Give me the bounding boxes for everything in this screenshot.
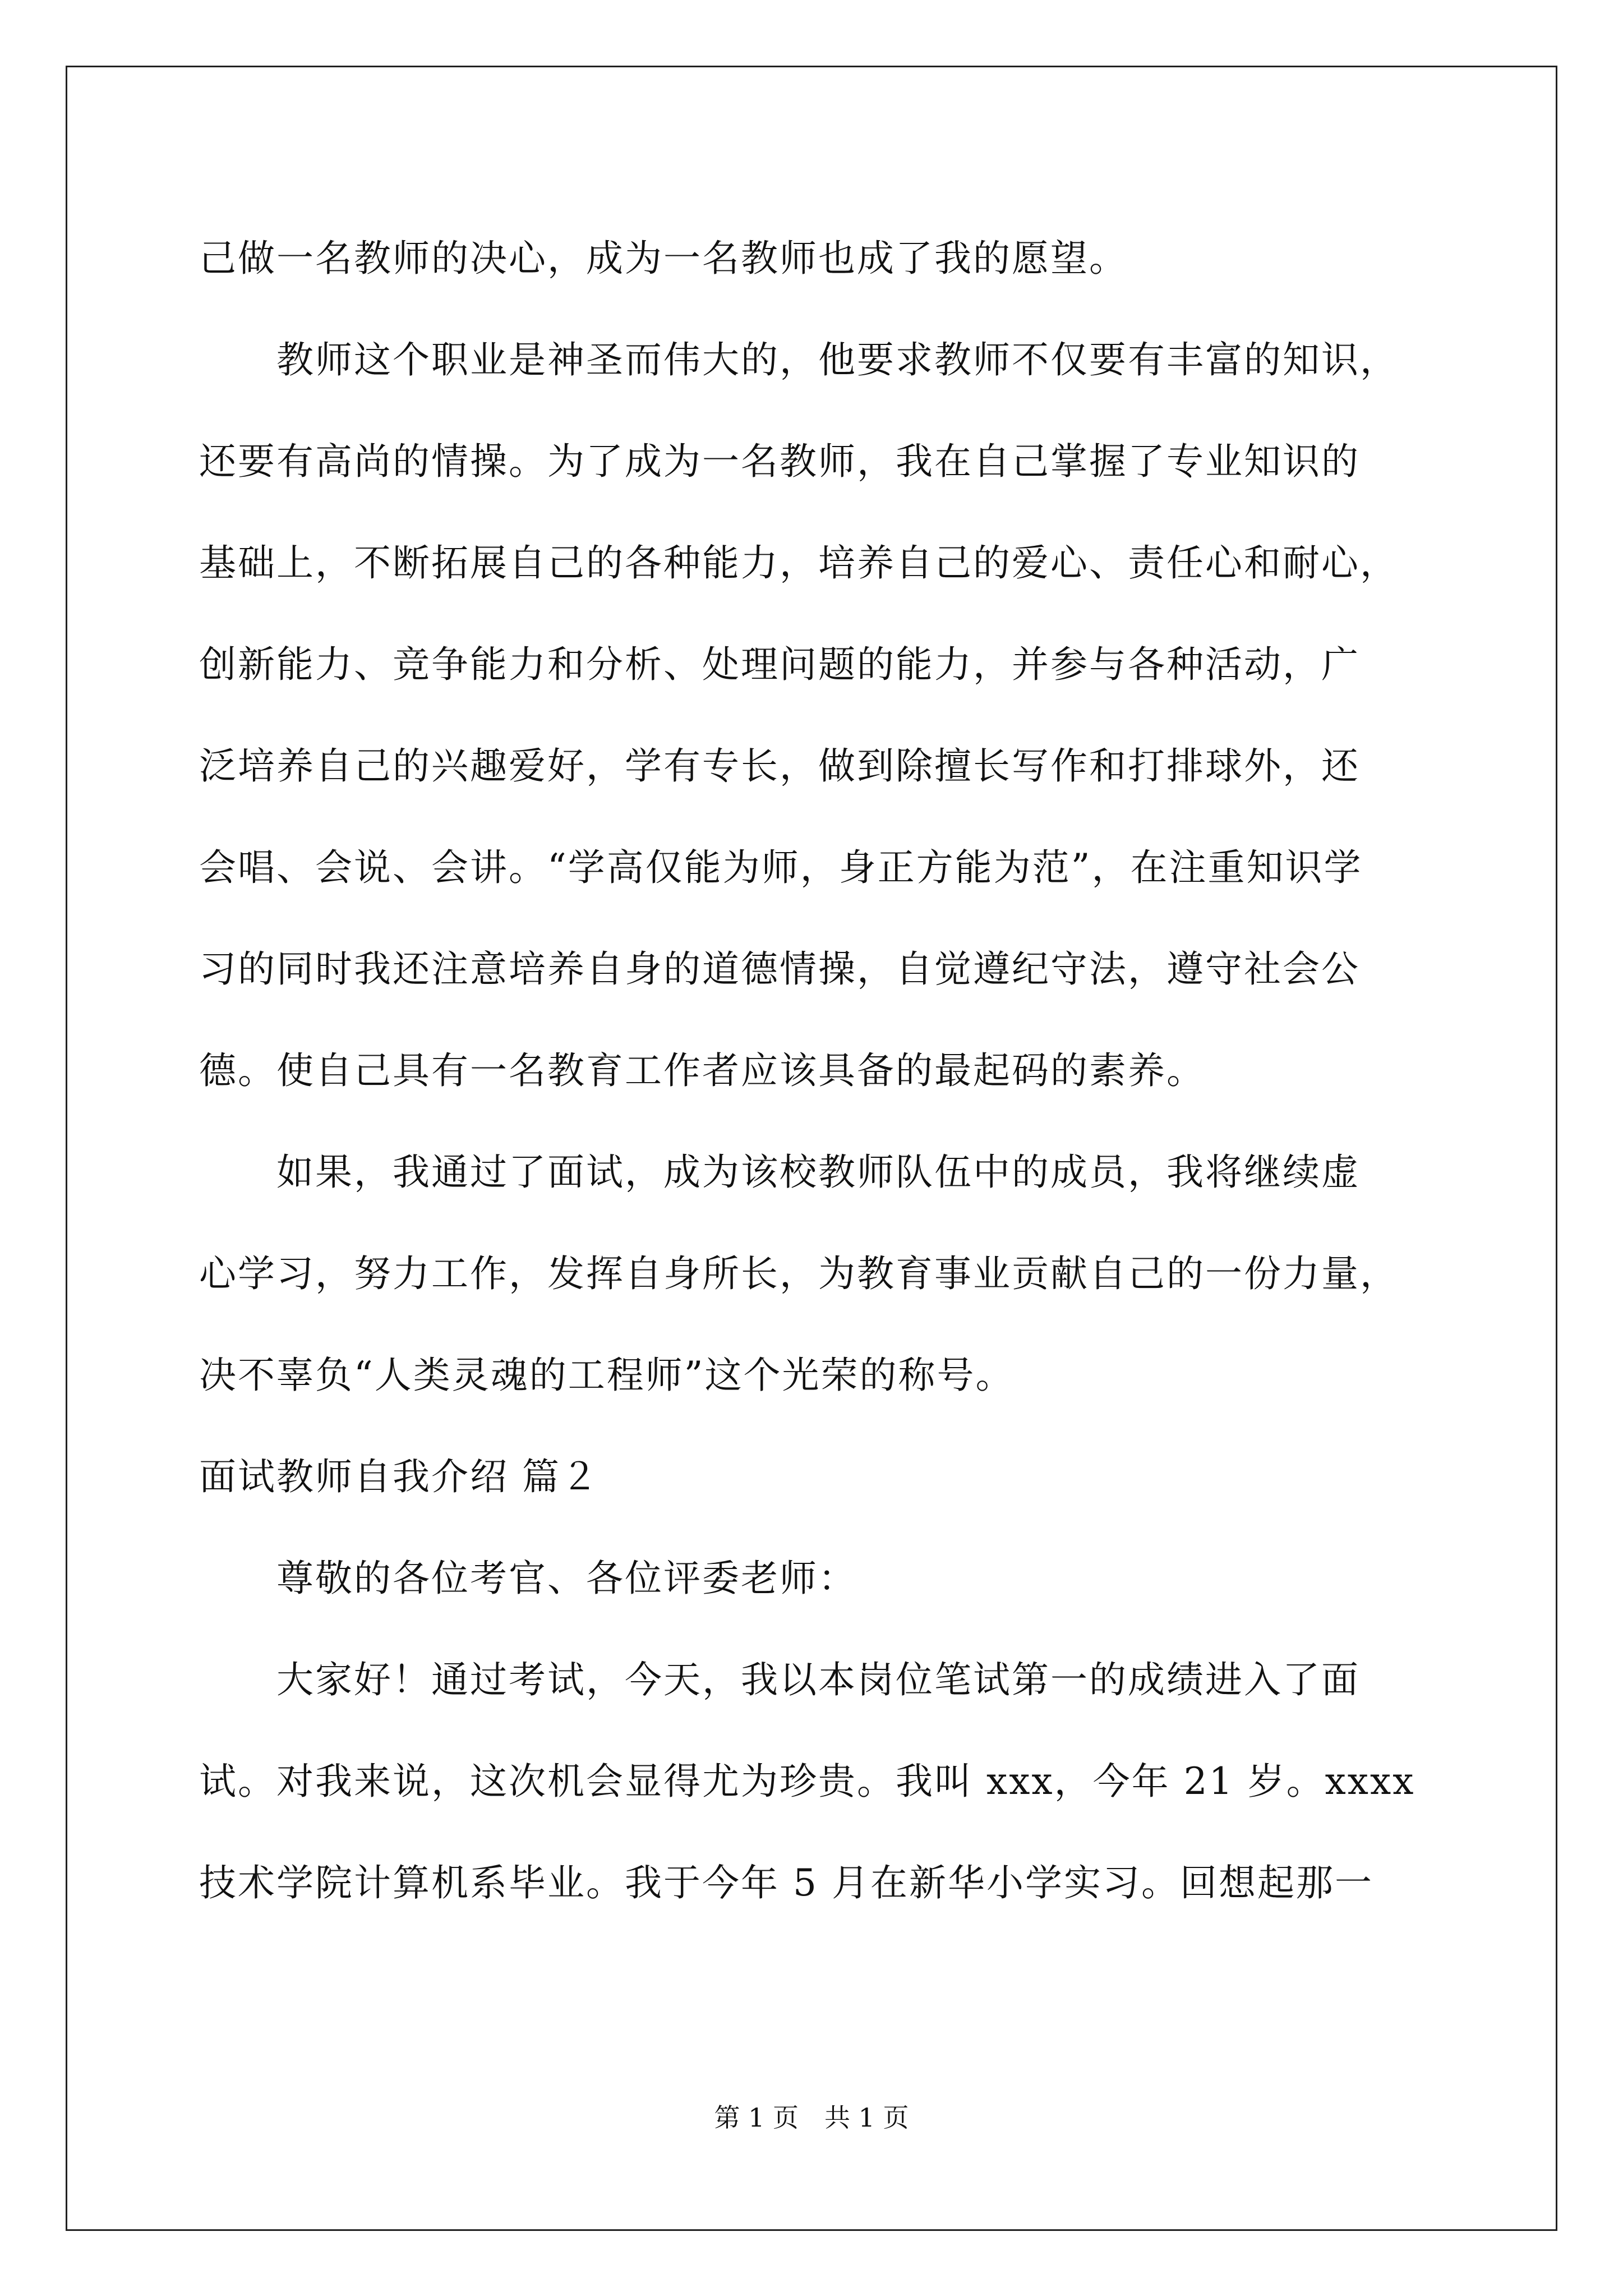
text-line-2: 教师这个职业是神圣而伟大的，他要求教师不仅要有丰富的知识， <box>199 338 1399 381</box>
page-footer: 第 1 页 共 1 页 <box>714 2102 909 2133</box>
text-line-8: 习的同时我还注意培养自身的道德情操，自觉遵纪守法，遵守社会公 <box>199 947 1360 991</box>
text-line-10: 如果，我通过了面试，成为该校教师队伍中的成员，我将继续虚 <box>199 1151 1360 1194</box>
text-line-3: 还要有高尚的情操。为了成为一名教师，我在自己掌握了专业知识的 <box>199 440 1360 483</box>
text-line-14: 尊敬的各位考官、各位评委老师： <box>199 1557 857 1600</box>
text-line-17: 技术学院计算机系毕业。我于今年 5 月在新华小学实习。回想起那一 <box>199 1861 1373 1904</box>
document-body <box>199 208 1430 1934</box>
text-line-1: 己做一名教师的决心，成为一名教师也成了我的愿望。 <box>199 237 1128 280</box>
text-line-16: 试。对我来说，这次机会显得尤为珍贵。我叫 xxx，今年 21 岁。xxxx <box>199 1760 1415 1803</box>
text-line-12: 决不辜负“人类灵魂的工程师”这个光荣的称号。 <box>199 1354 1015 1397</box>
text-line-15: 大家好！通过考试，今天，我以本岗位笔试第一的成绩进入了面 <box>199 1658 1360 1701</box>
text-line-11: 心学习，努力工作，发挥自身所长，为教育事业贡献自己的一份力量， <box>199 1252 1399 1295</box>
text-line-6: 泛培养自己的兴趣爱好，学有专长，做到除擅长写作和打排球外，还 <box>199 744 1360 788</box>
text-line-4: 基础上，不断拓展自己的各种能力，培养自己的爱心、责任心和耐心， <box>199 541 1399 585</box>
text-line-5: 创新能力、竞争能力和分析、处理问题的能力，并参与各种活动，广 <box>199 643 1360 686</box>
section-heading: 面试教师自我介绍 篇２ <box>199 1455 600 1498</box>
text-line-7: 会唱、会说、会讲。“学高仅能为师，身正方能为范”，在注重知识学 <box>199 846 1363 889</box>
text-line-9: 德。使自己具有一名教育工作者应该具备的最起码的素养。 <box>199 1049 1205 1092</box>
